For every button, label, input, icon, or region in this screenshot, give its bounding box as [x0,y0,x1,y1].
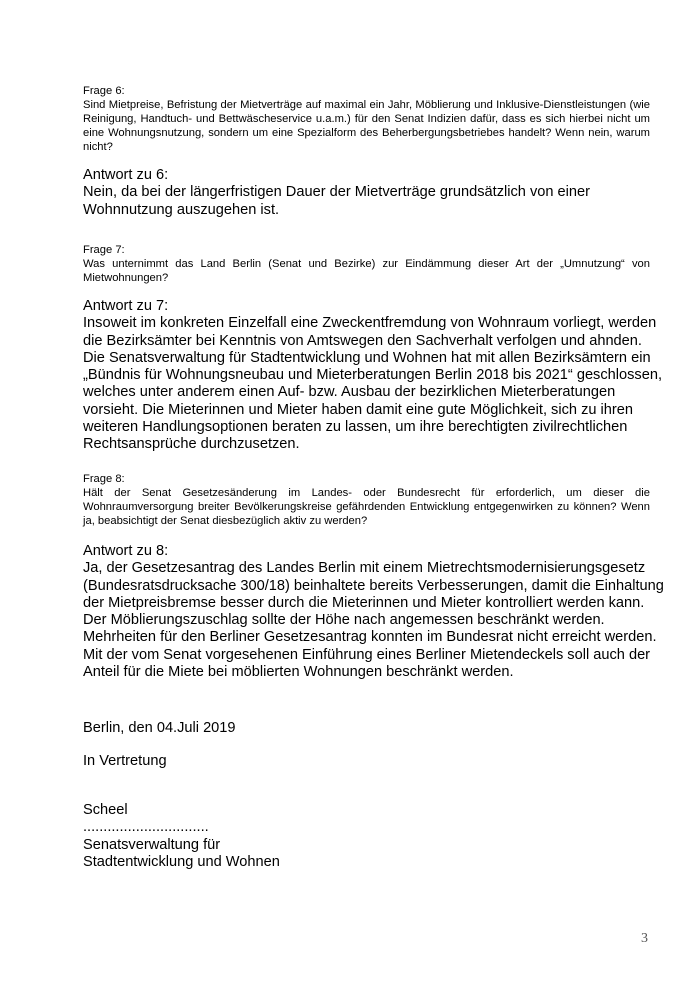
answer-8-label: Antwort zu 8: [83,543,169,559]
signer-name: Scheel [83,802,128,818]
answer-7-label: Antwort zu 7: [83,298,169,314]
answer-7 [83,298,663,454]
answer-6-label: Antwort zu 6: [83,167,169,183]
answer-6 [83,167,650,219]
answer-7-line: Rechtsansprüche durchzusetzen. [83,436,300,453]
answer-6-line: Nein, da bei der längerfristigen Dauer der Mietverträge grundsätzlich von einer [83,184,590,201]
answer-7-line: die Bezirksämter bei Kenntnis von Amtswegen den Sachverhalt verfolgen und ahnden. [83,332,642,349]
answer-7-text [83,315,663,453]
signature-block [83,802,650,871]
organization-line-2: Stadtentwicklung und Wohnen [83,853,280,870]
question-8-label: Frage 8: [83,473,125,485]
question-7-text: Was unternimmt das Land Berlin (Senat und Bezirke) zur Eindämmung dieser Art der „Umnutzung“ von Mietwohnungen? [83,258,650,284]
answer-7-line: vorsieht. Die Mieterinnen und Mieter haben damit eine gute Möglichkeit, sich zu ihren [83,401,633,418]
answer-8-line: der Mietpreisbremse besser durch die Mieterinnen und Mieter kontrolliert werden kann. [83,594,645,611]
question-7-label: Frage 7: [83,244,125,256]
representation-line: In Vertretung [83,753,167,769]
answer-8-line: Ja, der Gesetzesantrag des Landes Berlin mit einem Mietrechtsmodernisierungsgesetz [83,560,646,577]
answer-8-line: Mit der vom Senat vorgesehenen Einführung eines Berliner Mietendeckels soll auch der [83,646,651,663]
answer-7-line: Insoweit im konkreten Einzelfall eine Zweckentfremdung von Wohnraum vorliegt, werden [83,315,657,332]
answer-6-text [83,184,650,219]
organization-line-1: Senatsverwaltung für [83,836,221,853]
answer-8 [83,543,664,681]
question-6-text: Sind Mietpreise, Befristung der Mietverträge auf maximal ein Jahr, Möblierung und Inklusive-Dienstleistungen (wie Reinigung, Handtuch- und Bettwäscheservice u.a.m.) für den Senat Indizien dafür, dass es sich hierbei nicht um eine Wohnungsnutzung, sondern um eine Spezialform des Beherbergungsbetriebes handelt? Wenn nein, warum nicht? [83,99,650,153]
signature-representation [83,753,650,770]
answer-7-line: weiteren Handlungsoptionen beraten zu lassen, um ihre berechtigten zivilrechtlichen [83,419,628,436]
answer-8-line: (Bundesratsdrucksache 300/18) beinhaltete bereits Verbesserungen, damit die Einhaltung [83,577,664,594]
answer-8-line: Anteil für die Miete bei möblierten Wohnungen beschränkt werden. [83,664,514,681]
answer-8-text [83,560,664,681]
signature-dots: ............................... [83,819,209,836]
question-6 [83,84,650,154]
question-6-label: Frage 6: [83,85,125,97]
answer-7-line: „Bündnis für Wohnungsneubau und Mieterberatungen Berlin 2018 bis 2021“ geschlossen, [83,367,663,384]
question-7 [83,243,650,285]
answer-8-line: Mehrheiten für den Berliner Gesetzesantrag konnten im Bundesrat nicht erreicht werden. [83,629,657,646]
page-number: 3 [641,931,648,946]
date-line: Berlin, den 04.Juli 2019 [83,720,236,736]
answer-6-line: Wohnnutzung auszugehen ist. [83,201,280,218]
answer-8-line: Der Möblierungszuschlag sollte der Höhe nach angemessen beschränkt werden. [83,612,605,629]
question-8 [83,472,650,528]
signature-date [83,720,650,737]
answer-7-line: welches unter anderem einen Auf- bzw. Ausbau der bezirklichen Mieterberatungen [83,384,616,401]
answer-7-line: Die Senatsverwaltung für Stadtentwicklung und Wohnen hat mit allen Bezirksämtern ein [83,349,651,366]
question-8-text: Hält der Senat Gesetzesänderung im Landes- oder Bundesrecht für erforderlich, um dieser die Wohnraumversorgung breiter Bevölkerungskreise gefährdenden Entwicklung entgegenwirken zu können? Wenn ja, beabsichtigt der Senat diesbezüglich aktiv zu werden? [83,487,650,527]
